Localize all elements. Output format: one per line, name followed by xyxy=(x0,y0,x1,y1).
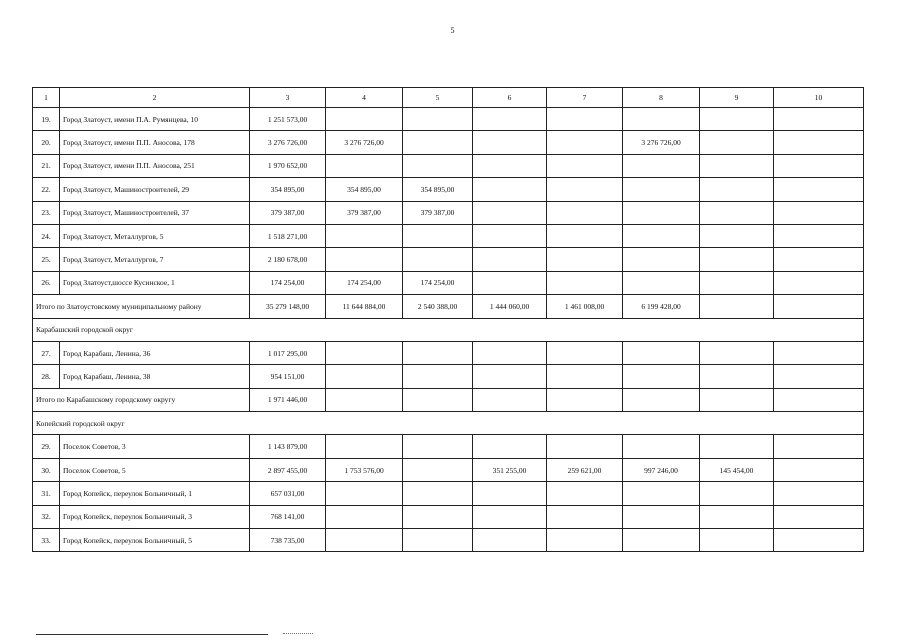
value-cell xyxy=(774,131,864,154)
value-cell xyxy=(623,178,700,201)
value-cell xyxy=(473,482,547,505)
value-cell xyxy=(700,341,774,364)
value-cell: 354 895,00 xyxy=(403,178,473,201)
address-cell: Город Копейск, переулок Больничный, 3 xyxy=(60,505,250,528)
value-cell xyxy=(547,108,623,131)
table-body xyxy=(33,88,864,552)
section-title: Карабашский городской округ xyxy=(33,318,864,341)
column-number: 6 xyxy=(473,88,547,108)
row-number: 31. xyxy=(33,482,60,505)
row-number: 22. xyxy=(33,178,60,201)
data-table xyxy=(32,87,864,552)
value-cell xyxy=(700,131,774,154)
value-cell: 954 151,00 xyxy=(250,365,326,388)
value-cell: 1 251 573,00 xyxy=(250,108,326,131)
value-cell xyxy=(774,201,864,224)
row-number: 33. xyxy=(33,529,60,552)
value-cell: 1 444 060,00 xyxy=(473,295,547,318)
value-cell xyxy=(700,365,774,388)
value-cell xyxy=(700,482,774,505)
column-number: 2 xyxy=(60,88,250,108)
value-cell xyxy=(774,482,864,505)
value-cell xyxy=(623,341,700,364)
column-number: 7 xyxy=(547,88,623,108)
value-cell: 657 031,00 xyxy=(250,482,326,505)
row-number: 28. xyxy=(33,365,60,388)
value-cell: 2 897 455,00 xyxy=(250,458,326,481)
column-number: 5 xyxy=(403,88,473,108)
value-cell xyxy=(547,365,623,388)
value-cell xyxy=(403,131,473,154)
value-cell xyxy=(473,248,547,271)
address-cell: Город Златоуст, Машиностроителей, 29 xyxy=(60,178,250,201)
value-cell xyxy=(403,435,473,458)
value-cell: 6 199 428,00 xyxy=(623,295,700,318)
table-row xyxy=(33,505,864,528)
value-cell: 354 895,00 xyxy=(326,178,403,201)
value-cell xyxy=(473,271,547,294)
table-row xyxy=(33,154,864,177)
address-cell: Город Златоуст, Металлургов, 5 xyxy=(60,224,250,247)
value-cell: 768 141,00 xyxy=(250,505,326,528)
column-number: 1 xyxy=(33,88,60,108)
row-number: 25. xyxy=(33,248,60,271)
value-cell xyxy=(403,248,473,271)
value-cell xyxy=(403,154,473,177)
value-cell xyxy=(473,529,547,552)
table-row xyxy=(33,529,864,552)
row-number: 32. xyxy=(33,505,60,528)
value-cell: 1 970 652,00 xyxy=(250,154,326,177)
address-cell: Город Златоуст, Машиностроителей, 37 xyxy=(60,201,250,224)
value-cell xyxy=(700,178,774,201)
value-cell xyxy=(623,248,700,271)
footnote-mark xyxy=(283,633,313,634)
table-row xyxy=(33,458,864,481)
value-cell: 997 246,00 xyxy=(623,458,700,481)
table-row xyxy=(33,131,864,154)
value-cell xyxy=(623,271,700,294)
value-cell xyxy=(473,365,547,388)
value-cell xyxy=(326,108,403,131)
address-cell: Поселок Советов, 5 xyxy=(60,458,250,481)
table-row xyxy=(33,341,864,364)
value-cell xyxy=(623,108,700,131)
value-cell xyxy=(326,365,403,388)
row-number: 29. xyxy=(33,435,60,458)
value-cell xyxy=(700,388,774,411)
row-number: 30. xyxy=(33,458,60,481)
value-cell: 174 254,00 xyxy=(403,271,473,294)
value-cell xyxy=(547,341,623,364)
value-cell xyxy=(547,529,623,552)
value-cell xyxy=(700,435,774,458)
value-cell xyxy=(473,505,547,528)
table-row xyxy=(33,482,864,505)
address-cell: Город Копейск, переулок Больничный, 5 xyxy=(60,529,250,552)
value-cell xyxy=(774,271,864,294)
value-cell xyxy=(403,224,473,247)
row-number: 19. xyxy=(33,108,60,131)
value-cell xyxy=(473,108,547,131)
address-cell: Город Златоуст, имени П.А. Румянцева, 10 xyxy=(60,108,250,131)
value-cell: 2 180 678,00 xyxy=(250,248,326,271)
row-number: 20. xyxy=(33,131,60,154)
value-cell xyxy=(473,154,547,177)
table-row xyxy=(33,108,864,131)
value-cell xyxy=(473,435,547,458)
row-number: 27. xyxy=(33,341,60,364)
value-cell xyxy=(774,224,864,247)
value-cell xyxy=(623,505,700,528)
value-cell xyxy=(623,388,700,411)
value-cell: 1 461 008,00 xyxy=(547,295,623,318)
value-cell xyxy=(547,435,623,458)
value-cell xyxy=(774,108,864,131)
column-number: 8 xyxy=(623,88,700,108)
value-cell xyxy=(547,482,623,505)
value-cell xyxy=(774,505,864,528)
table-row xyxy=(33,178,864,201)
value-cell xyxy=(473,341,547,364)
column-number-row xyxy=(33,88,864,108)
section-row xyxy=(33,318,864,341)
total-label: Итого по Златоустовскому муниципальному району xyxy=(33,295,250,318)
value-cell: 3 276 726,00 xyxy=(623,131,700,154)
value-cell: 35 279 148,00 xyxy=(250,295,326,318)
value-cell xyxy=(700,248,774,271)
value-cell: 354 895,00 xyxy=(250,178,326,201)
value-cell xyxy=(326,529,403,552)
total-row xyxy=(33,388,864,411)
value-cell xyxy=(700,529,774,552)
value-cell xyxy=(403,341,473,364)
value-cell xyxy=(326,435,403,458)
value-cell xyxy=(473,201,547,224)
value-cell xyxy=(700,108,774,131)
table-row xyxy=(33,271,864,294)
column-number: 9 xyxy=(700,88,774,108)
value-cell xyxy=(774,295,864,318)
table-row xyxy=(33,248,864,271)
column-number: 4 xyxy=(326,88,403,108)
value-cell: 379 387,00 xyxy=(326,201,403,224)
value-cell xyxy=(774,248,864,271)
value-cell xyxy=(623,435,700,458)
value-cell xyxy=(700,295,774,318)
address-cell: Город Карабаш, Ленина, 36 xyxy=(60,341,250,364)
value-cell xyxy=(473,131,547,154)
value-cell xyxy=(473,224,547,247)
section-title: Копейский городской округ xyxy=(33,412,864,435)
value-cell xyxy=(547,271,623,294)
value-cell xyxy=(403,108,473,131)
value-cell xyxy=(623,529,700,552)
value-cell xyxy=(623,482,700,505)
total-row xyxy=(33,295,864,318)
value-cell xyxy=(326,482,403,505)
value-cell xyxy=(547,201,623,224)
page-number: 5 xyxy=(450,26,455,35)
value-cell xyxy=(774,529,864,552)
value-cell: 1 017 295,00 xyxy=(250,341,326,364)
value-cell xyxy=(326,154,403,177)
row-number: 26. xyxy=(33,271,60,294)
value-cell xyxy=(403,388,473,411)
value-cell: 1 971 446,00 xyxy=(250,388,326,411)
value-cell: 3 276 726,00 xyxy=(326,131,403,154)
value-cell xyxy=(774,365,864,388)
value-cell xyxy=(473,388,547,411)
section-row xyxy=(33,412,864,435)
value-cell xyxy=(473,178,547,201)
row-number: 24. xyxy=(33,224,60,247)
value-cell xyxy=(623,365,700,388)
address-cell: Город Копейск, переулок Больничный, 1 xyxy=(60,482,250,505)
row-number: 23. xyxy=(33,201,60,224)
value-cell: 1 518 271,00 xyxy=(250,224,326,247)
value-cell xyxy=(623,224,700,247)
value-cell xyxy=(700,154,774,177)
value-cell xyxy=(403,505,473,528)
value-cell xyxy=(547,248,623,271)
address-cell: Город Карабаш, Ленина, 38 xyxy=(60,365,250,388)
value-cell xyxy=(623,201,700,224)
value-cell: 351 255,00 xyxy=(473,458,547,481)
value-cell: 379 387,00 xyxy=(403,201,473,224)
value-cell: 259 621,00 xyxy=(547,458,623,481)
value-cell xyxy=(774,178,864,201)
value-cell xyxy=(547,388,623,411)
value-cell xyxy=(774,341,864,364)
value-cell xyxy=(326,341,403,364)
column-number: 3 xyxy=(250,88,326,108)
value-cell xyxy=(774,458,864,481)
total-label: Итого по Карабашскому городскому округу xyxy=(33,388,250,411)
value-cell xyxy=(700,224,774,247)
table-row xyxy=(33,365,864,388)
table-row xyxy=(33,201,864,224)
value-cell: 1 753 576,00 xyxy=(326,458,403,481)
value-cell xyxy=(326,505,403,528)
value-cell xyxy=(403,458,473,481)
value-cell xyxy=(547,154,623,177)
value-cell xyxy=(547,178,623,201)
value-cell xyxy=(700,505,774,528)
value-cell: 738 735,00 xyxy=(250,529,326,552)
address-cell: Поселок Советов, 3 xyxy=(60,435,250,458)
value-cell xyxy=(547,224,623,247)
value-cell xyxy=(403,529,473,552)
value-cell xyxy=(700,271,774,294)
value-cell: 1 143 879,00 xyxy=(250,435,326,458)
value-cell xyxy=(774,154,864,177)
value-cell xyxy=(326,248,403,271)
value-cell xyxy=(774,388,864,411)
value-cell xyxy=(326,388,403,411)
value-cell xyxy=(774,435,864,458)
value-cell: 174 254,00 xyxy=(250,271,326,294)
table-row xyxy=(33,224,864,247)
value-cell: 174 254,00 xyxy=(326,271,403,294)
value-cell: 2 540 388,00 xyxy=(403,295,473,318)
value-cell xyxy=(547,505,623,528)
address-cell: Город Златоуст, имени П.П. Аносова, 178 xyxy=(60,131,250,154)
value-cell xyxy=(700,201,774,224)
value-cell xyxy=(547,131,623,154)
address-cell: Город Златоуст, имени П.П. Аносова, 251 xyxy=(60,154,250,177)
footnote-rule xyxy=(36,634,268,635)
value-cell xyxy=(326,224,403,247)
value-cell: 11 644 884,00 xyxy=(326,295,403,318)
column-number: 10 xyxy=(774,88,864,108)
row-number: 21. xyxy=(33,154,60,177)
value-cell: 3 276 726,00 xyxy=(250,131,326,154)
table-row xyxy=(33,435,864,458)
address-cell: Город Златоуст,шоссе Кусинское, 1 xyxy=(60,271,250,294)
value-cell xyxy=(403,365,473,388)
address-cell: Город Златоуст, Металлургов, 7 xyxy=(60,248,250,271)
value-cell xyxy=(403,482,473,505)
value-cell xyxy=(623,154,700,177)
value-cell: 379 387,00 xyxy=(250,201,326,224)
value-cell: 145 454,00 xyxy=(700,458,774,481)
